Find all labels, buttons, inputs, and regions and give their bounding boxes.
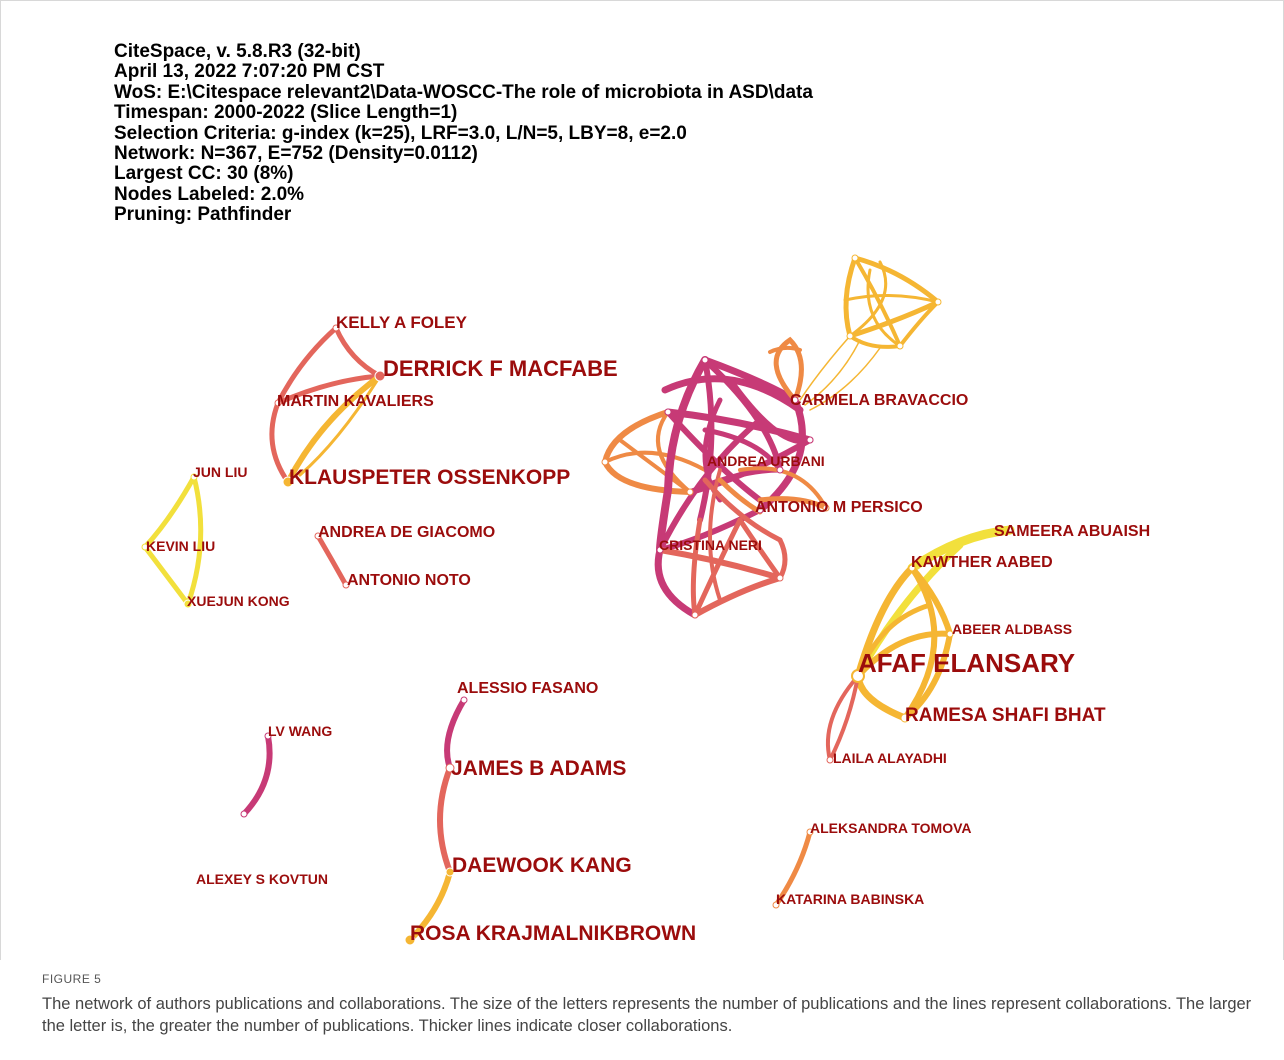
link [272,403,288,482]
link [780,540,785,578]
node [897,343,903,349]
author-label: XUEJUN KONG [187,593,290,609]
author-label: MARTIN KAVALIERS [277,393,434,410]
author-label: AFAF ELANSARY [858,648,1076,678]
author-label: ANTONIO NOTO [347,572,471,589]
link [858,676,905,718]
author-label: ANDREA URBANI [707,453,825,469]
meta-line: Largest CC: 30 (8%) [114,163,294,185]
node [665,409,671,415]
node [847,333,853,339]
node [241,811,247,817]
node [461,697,467,703]
link [336,328,380,376]
author-label: KLAUSPETER OSSENKOPP [289,466,571,489]
author-label: ALEKSANDRA TOMOVA [810,820,972,836]
link [244,736,270,814]
link [845,295,938,302]
author-label: ROSA KRAJMALNIKBROWN [410,922,697,945]
node [692,612,698,618]
meta-line: Pruning: Pathfinder [114,204,292,226]
meta-line: Timespan: 2000-2022 (Slice Length=1) [114,102,458,124]
author-label: ALEXEY S KOVTUN [196,871,328,887]
meta-line: CiteSpace, v. 5.8.R3 (32-bit) [114,41,361,62]
author-label: ALESSIO FASANO [457,680,599,697]
author-label: SAMEERA ABUAISH [994,523,1151,540]
author-label: JAMES B ADAMS [451,757,627,780]
node [852,255,858,261]
author-label: ABEER ALDBASS [952,621,1073,637]
author-label: ANTONIO M PERSICO [755,499,923,516]
author-label: CRISTINA NERI [659,537,762,553]
node [702,357,708,363]
figure-caption-text: The network of authors publications and collaborations. The size of the letters represents the number of publications and the lines represent collaborations. The larger the letter is, the greater the number of publications. Thicker lines indicate closer collaborations. [42,995,1252,1035]
link [440,768,450,872]
link [145,477,194,547]
figure-caption-title: FIGURE 5 [42,972,102,986]
meta-line: April 13, 2022 7:07:20 PM CST [114,61,385,83]
author-label: KATARINA BABINSKA [776,891,925,907]
author-label: LV WANG [268,723,333,739]
meta-line: WoS: E:\Citespace relevant2\Data-WOSCC-The role of microbiota in ASD\data [114,81,813,103]
author-label: JUN LIU [193,464,248,480]
link [658,550,695,615]
node [687,489,693,495]
author-label: DERRICK F MACFABE [383,356,618,381]
author-label: ANDREA DE GIACOMO [318,524,496,541]
author-label: KAWTHER AABED [911,554,1053,571]
meta-line: Nodes Labeled: 2.0% [114,183,305,205]
author-label: DAEWOOK KANG [452,854,632,877]
author-label: KEVIN LIU [146,538,216,554]
author-label: RAMESA SHAFI BHAT [905,705,1106,726]
meta-line: Network: N=367, E=752 (Density=0.0112) [114,143,478,165]
node [935,299,941,305]
node [807,437,813,443]
meta-line: Selection Criteria: g-index (k=25), LRF=3.0, L/N=5, LBY=8, e=2.0 [114,122,687,144]
citespace-metadata [114,42,813,226]
author-label: KELLY A FOLEY [336,313,467,332]
node [777,575,783,581]
node [602,459,608,465]
author-label: LAILA ALAYADHI [833,750,947,766]
link [145,547,188,604]
author-labels [146,313,1150,945]
link [318,536,346,585]
author-label: CARMELA BRAVACCIO [790,392,969,409]
